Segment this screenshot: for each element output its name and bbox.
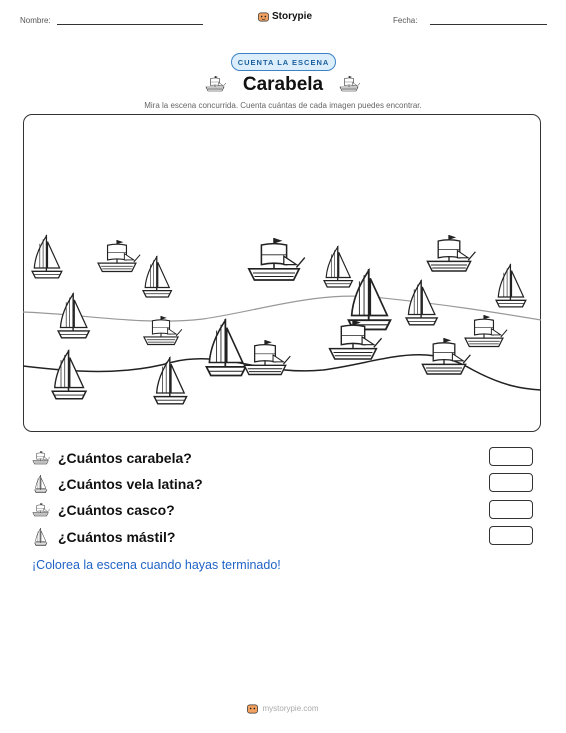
brand-name: Storypie (272, 11, 313, 22)
caravel-icon (427, 235, 475, 271)
question-row (32, 499, 175, 521)
question-text: ¿Cuántos mástil? (58, 529, 176, 545)
color-instruction: ¡Colorea la escena cuando hayas terminado! (32, 558, 281, 572)
date-label: Fecha: (393, 16, 418, 25)
instructions: Mira la escena concurrida. Cuenta cuántas de cada imagen puedes encontrar. (144, 101, 422, 110)
caravel-icon (465, 315, 507, 347)
footer-url[interactable]: mystorypie.com (262, 704, 319, 713)
date-line[interactable] (430, 24, 547, 25)
storypie-logo-icon (258, 11, 269, 22)
brand-logo (258, 11, 312, 22)
hull-icon (32, 501, 50, 519)
answer-box[interactable] (489, 447, 533, 466)
name-line[interactable] (57, 24, 203, 25)
mast-icon (32, 528, 50, 546)
sailboat-icon (406, 280, 437, 325)
sailboat-icon (52, 350, 86, 399)
sailboat-icon (32, 475, 50, 493)
question-row (32, 526, 175, 548)
sailboat-icon (496, 264, 526, 307)
sailboat-icon (58, 293, 89, 338)
caravel-icon (32, 449, 50, 467)
caravel-icon (248, 238, 304, 280)
answer-box[interactable] (489, 526, 533, 545)
page-title: Carabela (242, 74, 324, 95)
answer-box[interactable] (489, 473, 533, 492)
caravel-icon (244, 340, 290, 375)
sailboat-icon (348, 269, 390, 329)
busy-scene-illustration (23, 114, 541, 432)
scene-frame (23, 114, 541, 432)
name-label: Nombre: (20, 16, 51, 25)
caravel-icon (339, 73, 360, 95)
question-text: ¿Cuántos carabela? (58, 450, 192, 466)
sailboat-icon (154, 357, 186, 404)
answer-box[interactable] (489, 500, 533, 519)
caravel-icon (98, 240, 140, 272)
question-text: ¿Cuántos casco? (58, 502, 175, 518)
storypie-logo-icon (247, 703, 258, 714)
caravel-icon (143, 316, 181, 345)
sailboat-icon (32, 235, 62, 278)
footer (0, 703, 566, 714)
sailboat-icon (206, 319, 245, 376)
question-row (32, 473, 203, 495)
sailboat-icon (324, 246, 352, 287)
question-text: ¿Cuántos vela latina? (58, 476, 203, 492)
question-row (32, 447, 192, 469)
worksheet-badge: CUENTA LA ESCENA (231, 53, 336, 71)
sailboat-icon (143, 256, 171, 297)
